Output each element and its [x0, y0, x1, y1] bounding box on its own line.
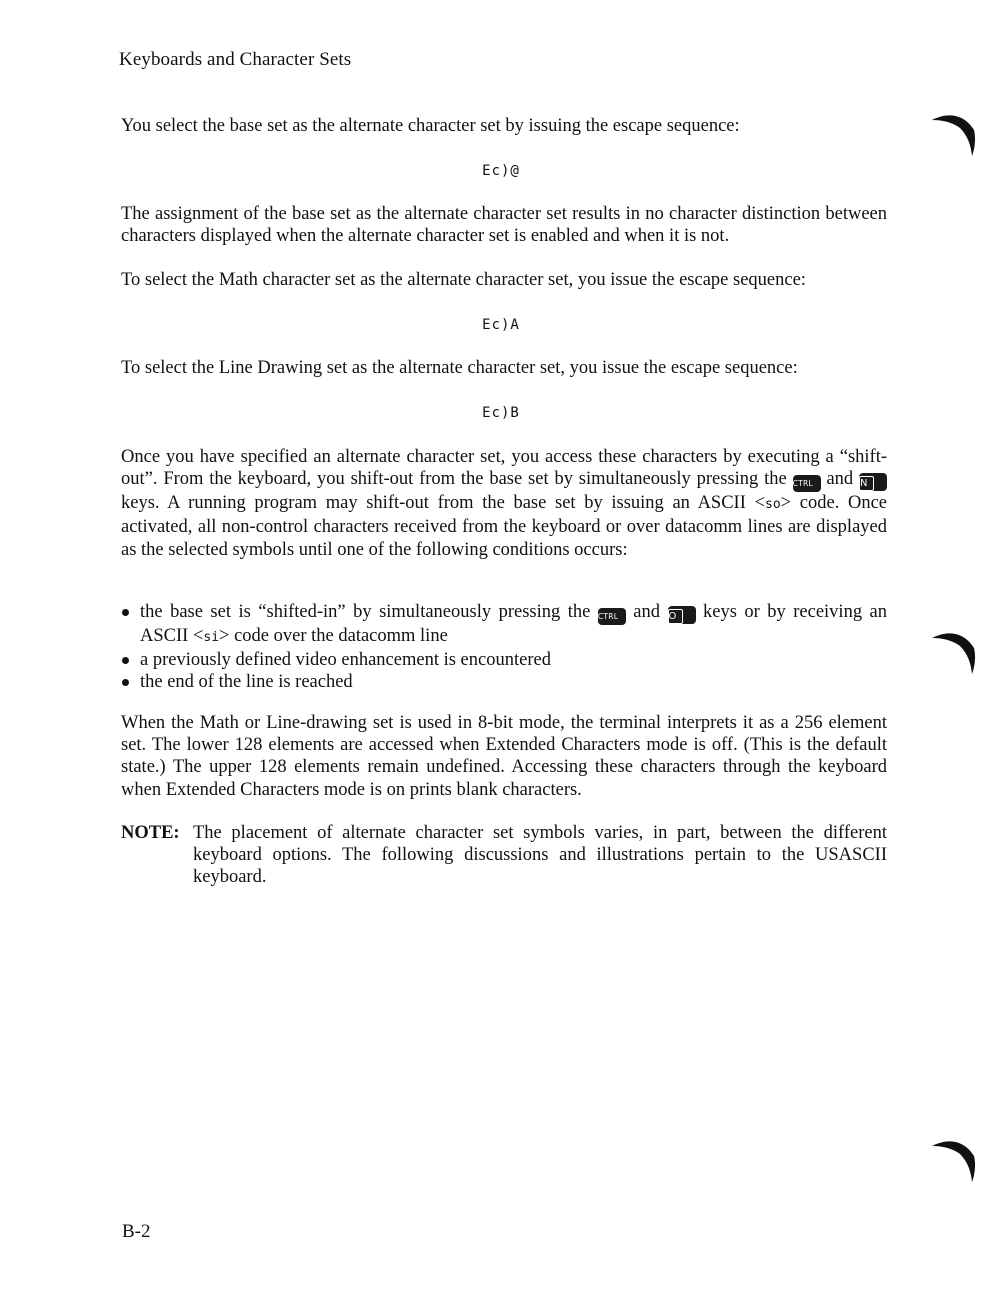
o-key-label: O: [668, 609, 683, 624]
shift-out-text-2: keys. A running program may shift-out from the base set by issuing an ASCII: [121, 493, 746, 514]
lt-symbol: <: [192, 626, 204, 646]
list-item: the end of the line is reached: [121, 671, 887, 693]
binder-tab-mark-icon: [930, 626, 980, 676]
shift-in-conditions-list: [121, 601, 887, 694]
paragraph-8bit-mode: When the Math or Line-drawing set is used in 8-bit mode, the terminal interprets it as a 256 element set. The lower 128 elements are accessed when Extended Characters mode is off. (This is the default state.) The upper 128 elements remain undefined. Accessing these characters through the keyboard when Extended Characters mode is on prints blank characters.: [121, 713, 887, 800]
note-block: [121, 822, 887, 889]
paragraph-select-base-set: You select the base set as the alternate character set by issuing the escape sequence:: [121, 116, 740, 136]
gt-symbol: >: [780, 493, 792, 514]
lt-symbol: <: [754, 493, 765, 514]
bullet1-text-3: code over the datacomm line: [234, 626, 448, 646]
paragraph-shift-out: [121, 446, 887, 561]
paragraph-select-math-set: To select the Math character set as the alternate character set, you issue the escape sequence:: [121, 270, 806, 290]
si-code: si: [203, 630, 220, 645]
shift-out-and: and: [826, 469, 854, 490]
page-number: B-2: [122, 1221, 151, 1242]
paragraph-select-line-drawing-set: To select the Line Drawing set as the alternate character set, you issue the escape sequence:: [121, 358, 798, 378]
so-code: so: [765, 497, 781, 513]
binder-tab-mark-icon: [930, 1134, 980, 1184]
note-text: The placement of alternate character set symbols varies, in part, between the different keyboard options. The following discussions and illustrations pertain to the USASCII keyboard.: [193, 823, 887, 888]
note-label: NOTE:: [121, 823, 180, 843]
n-key-label: N: [859, 476, 874, 491]
escape-sequence-math-set: Ec)A: [482, 317, 520, 333]
shift-out-text-3: code. Once activated, all non-control characters received from the keyboard or over datacomm lines are displayed as the selected symbols until one of the following conditions occurs:: [121, 493, 888, 560]
gt-symbol: >: [219, 626, 230, 646]
ctrl-key-icon: CTRL: [793, 475, 821, 492]
bullet1-and: and: [633, 602, 661, 622]
escape-sequence-line-drawing-set: Ec)B: [482, 405, 520, 421]
binder-tab-mark-icon: [930, 108, 980, 158]
list-item: [121, 601, 887, 649]
list-item: a previously defined video enhancement is encountered: [121, 649, 887, 671]
paragraph-base-assignment: The assignment of the base set as the alternate character set results in no character distinction between characters displayed when the alternate character set is enabled and when it is not.: [121, 204, 887, 247]
escape-sequence-base-set: Ec)@: [482, 163, 520, 179]
bullet1-text-2: keys or by receiving an ASCII: [140, 602, 888, 646]
n-key-icon: [859, 473, 887, 491]
ctrl-key-icon: CTRL: [598, 608, 626, 625]
bullet1-text-1: the base set is “shifted-in” by simultaneously pressing the: [140, 602, 591, 622]
running-header: Keyboards and Character Sets: [119, 49, 352, 70]
shift-out-text-1: Once you have specified an alternate character set, you access these characters by executing a “shift-out”. From the keyboard, you shift-out from the base set by simultaneously pressing the: [121, 447, 887, 490]
o-key-icon: [668, 606, 696, 624]
